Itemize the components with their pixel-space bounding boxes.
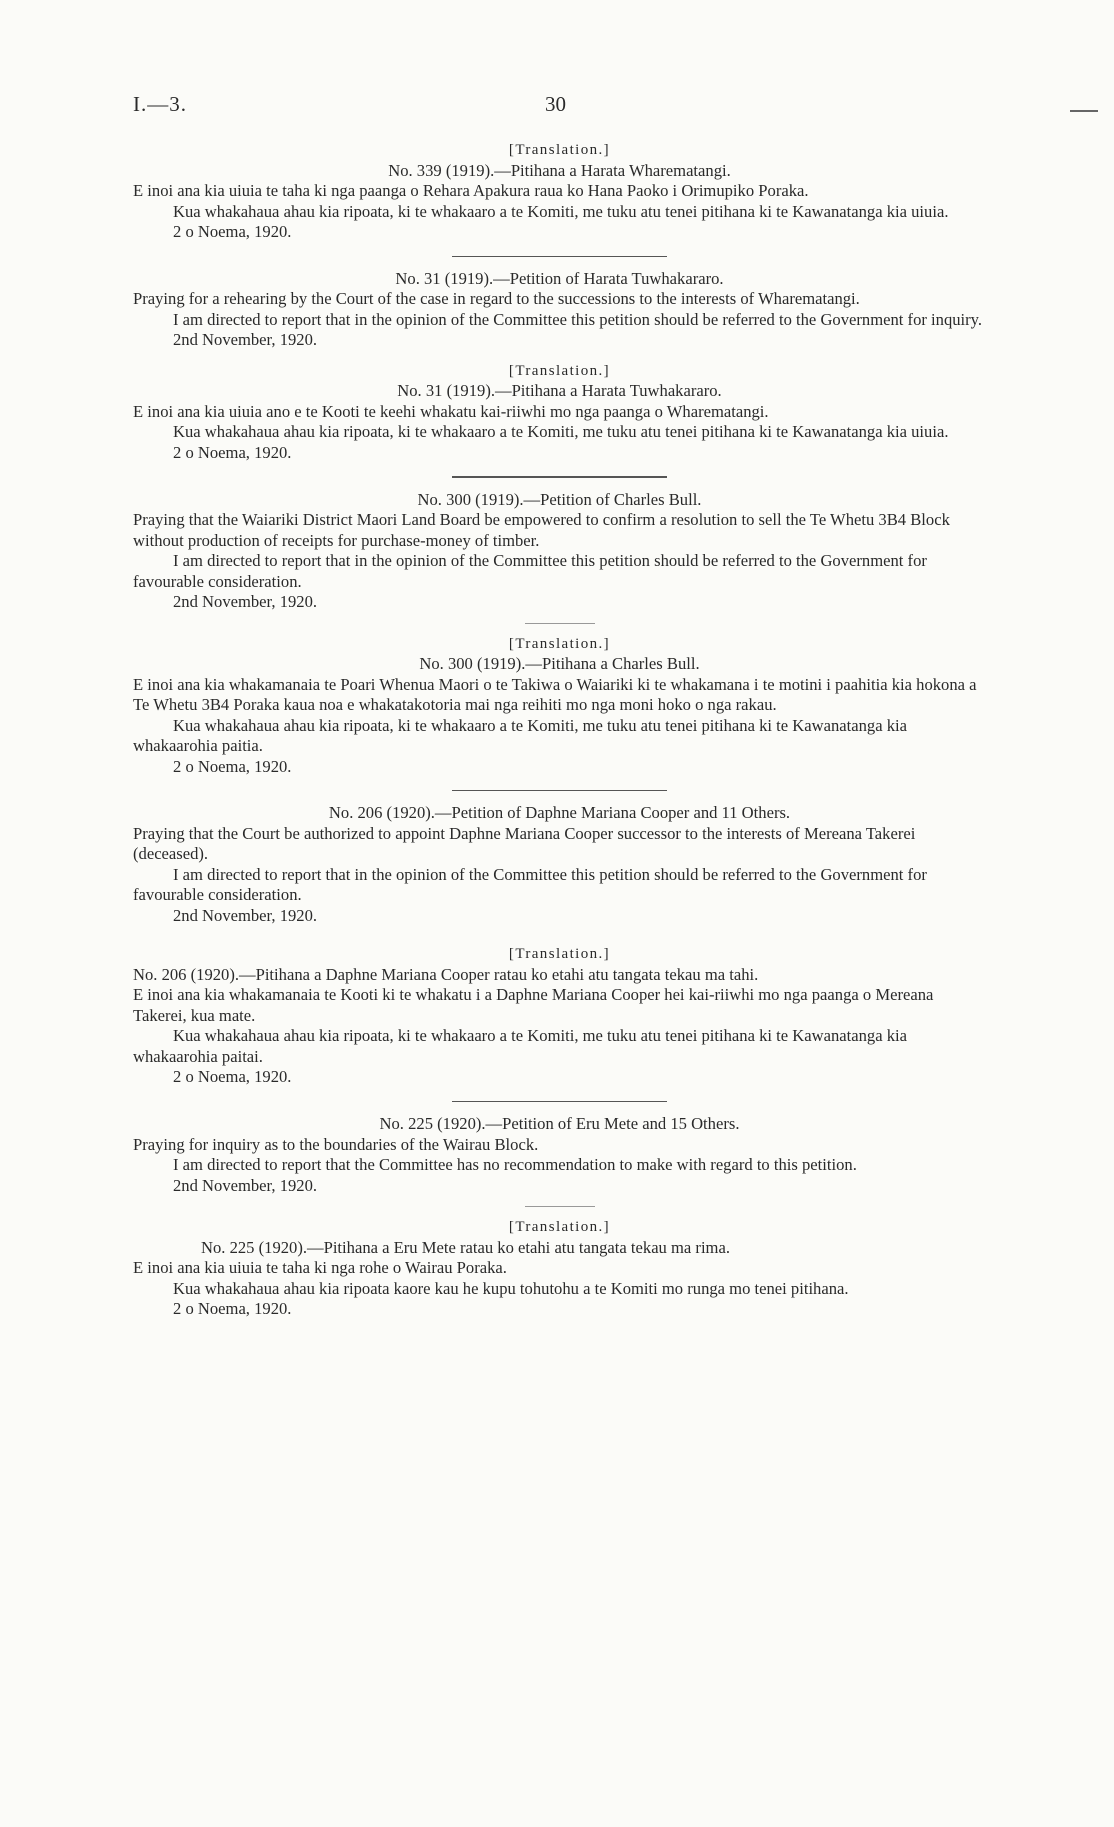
translation-label: [Translation.] (508, 946, 611, 963)
report-date: 2nd November, 1920. (173, 905, 318, 925)
committee-report: Kua whakahaua ahau kia ripoata, ki te whakaaro a te Komiti, me tuku atu tenei pitihana ki te Kawanatanga kia whakaarohia paitia. (133, 715, 907, 756)
petition-block-225 (133, 1114, 986, 1196)
report-date: 2 o Noema, 1920. (173, 442, 292, 462)
petition-block-206-translation (133, 944, 986, 1088)
committee-report: Kua whakahaua ahau kia ripoata, ki te whakaaro a te Komiti, me tuku atu tenei pitihana ki te Kawanatanga kia whakaarohia paitai. (133, 1026, 907, 1066)
petition-block-300-translation (133, 634, 986, 778)
translation-label: [Translation.] (508, 142, 611, 158)
petition-block-225-translation (133, 1217, 986, 1320)
translation-label: [Translation.] (508, 1219, 611, 1236)
committee-report: I am directed to report that in the opinion of the Committee this petition should be referred to the Government for favourable consideration. (133, 864, 927, 905)
running-head: I.—3. (133, 92, 187, 116)
petition-title: No. 31 (1919).—Petition of Harata Tuwhakararo. (395, 268, 724, 288)
petition-title: No. 206 (1920).—Pitihana a Daphne Mariana Cooper ratau ko etahi atu tangata tekau ma tahi. (133, 964, 759, 984)
section-divider (452, 256, 667, 257)
committee-report: I am directed to report that in the opinion of the Committee this petition should be referred to the Government for favourable consideration. (133, 551, 927, 591)
document-body (133, 140, 986, 1320)
page-number: 30 (545, 92, 566, 116)
spacer (133, 926, 986, 944)
petition-title: No. 225 (1920).—Petition of Eru Mete and 15 Others. (379, 1114, 740, 1134)
petition-title: No. 225 (1920).—Pitihana a Eru Mete ratau ko etahi atu tangata tekau ma rima. (201, 1237, 730, 1257)
report-date: 2 o Noema, 1920. (173, 1067, 292, 1087)
translation-label: [Translation.] (508, 362, 611, 379)
report-date: 2 o Noema, 1920. (173, 1299, 292, 1319)
petition-prayer: Praying for inquiry as to the boundaries of the Wairau Block. (133, 1134, 539, 1154)
section-divider (452, 476, 667, 477)
report-date: 2 o Noema, 1920. (173, 756, 292, 776)
petition-block-300 (133, 490, 986, 613)
petition-block-31 (133, 269, 986, 351)
report-date: 2nd November, 1920. (173, 330, 318, 350)
petition-title: No. 300 (1919).—Petition of Charles Bull. (417, 489, 702, 509)
section-divider-short (525, 623, 595, 624)
petition-title: No. 206 (1920).—Petition of Daphne Mariana Cooper and 11 Others. (328, 803, 791, 823)
petition-prayer: Praying that the Court be authorized to appoint Daphne Mariana Cooper successor to the interests of Mereana Takerei (deceased). (133, 823, 916, 864)
translation-label: [Translation.] (508, 635, 611, 652)
petition-prayer: E inoi ana kia uiuia te taha ki nga paanga o Rehara Apakura raua ko Hana Paoko i Orimupiko Poraka. (133, 181, 809, 200)
report-date: 2nd November, 1920. (173, 1175, 318, 1195)
section-divider-short (525, 1206, 595, 1207)
petition-prayer: E inoi ana kia uiuia ano e te Kooti te keehi whakatu kai-riiwhi mo nga paanga o Wharematangi. (133, 401, 769, 421)
committee-report: Kua whakahaua ahau kia ripoata, ki te whakaaro a te Komiti, me tuku atu tenei pitihana ki te Kawanatanga kia uiuia. (173, 422, 949, 442)
committee-report: Kua whakahaua ahau kia ripoata, ki te whakaaro a te Komiti, me tuku atu tenei pitihana ki te Kawanatanga kia uiuia. (173, 201, 949, 221)
petition-prayer: E inoi ana kia uiuia te taha ki nga rohe o Wairau Poraka. (133, 1258, 507, 1278)
petition-title: No. 31 (1919).—Pitihana a Harata Tuwhakararo. (397, 381, 722, 401)
section-divider (452, 790, 667, 791)
petition-prayer: E inoi ana kia whakamanaia te Poari Whenua Maori o te Takiwa o Waiariki ki te whakamana i te motini i paahitia kia hokona a Te Whetu 3B4 Poraka kaua noa e whakatakotoria mai nga reihiti mo nga moni hoko o nga rakau. (133, 674, 977, 715)
petition-prayer: Praying that the Waiariki District Maori Land Board be empowered to confirm a resolution to sell the Te Whetu 3B4 Block without production of receipts for purchase-money of timber. (133, 510, 950, 550)
committee-report: I am directed to report that in the opinion of the Committee this petition should be referred to the Government for inquiry. (173, 309, 983, 329)
petition-prayer: Praying for a rehearing by the Court of the case in regard to the successions to the interests of Wharematangi. (133, 289, 860, 309)
committee-report: Kua whakahaua ahau kia ripoata kaore kau he kupu tohutohu a te Komiti mo runga mo tenei pitihana. (173, 1278, 849, 1298)
petition-title: No. 300 (1919).—Pitihana a Charles Bull. (419, 654, 700, 674)
report-date: 2 o Noema, 1920. (173, 222, 292, 241)
report-date: 2nd November, 1920. (173, 592, 318, 612)
committee-report: I am directed to report that the Committee has no recommendation to make with regard to this petition. (173, 1155, 857, 1175)
header-rule (1070, 110, 1098, 112)
petition-block-339-translation (133, 140, 986, 243)
petition-block-206 (133, 803, 986, 926)
spacer (133, 351, 986, 361)
petition-title: No. 339 (1919).—Pitihana a Harata Wharematangi. (388, 160, 731, 180)
petition-prayer: E inoi ana kia whakamanaia te Kooti ki te whakatu i a Daphne Mariana Cooper hei kai-riiwhi mo nga paanga o Mereana Takerei, kua mate. (133, 985, 934, 1025)
petition-block-31-translation (133, 361, 986, 464)
section-divider (452, 1101, 667, 1102)
